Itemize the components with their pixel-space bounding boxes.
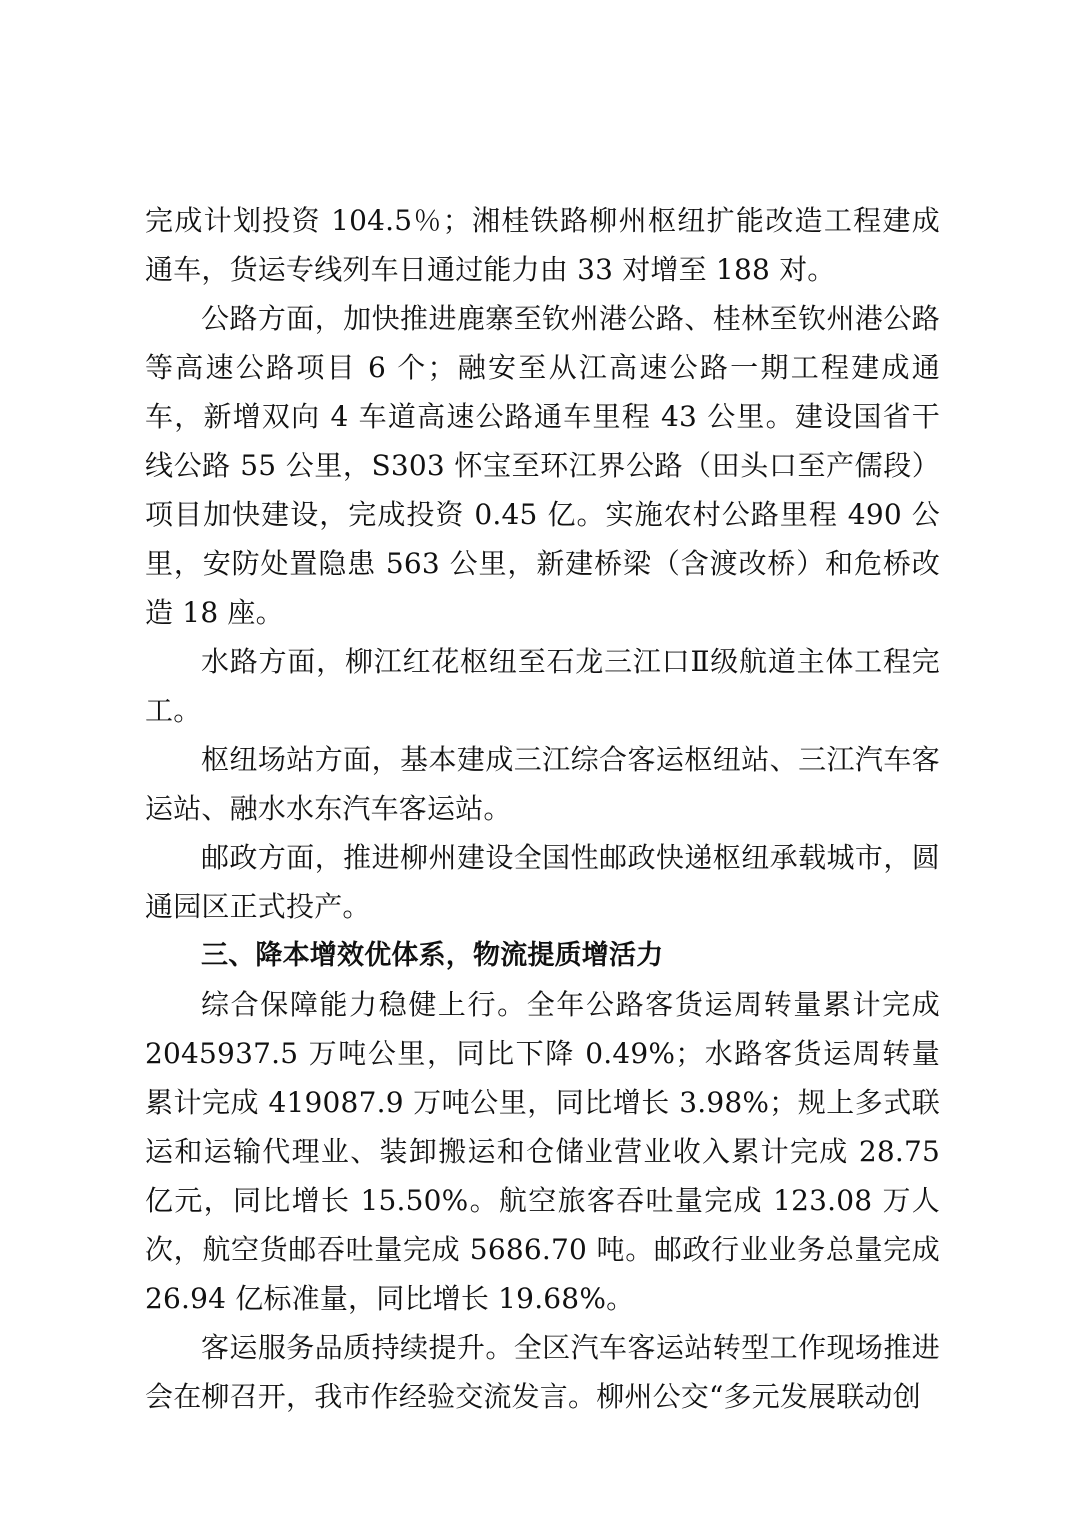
paragraph-waterways: 水路方面，柳江红花枢纽至石龙三江口Ⅱ级航道主体工程完工。 (145, 645, 940, 727)
paragraph-investment-continuation: 完成计划投资 104.5％；湘桂铁路柳州枢纽扩能改造工程建成通车，货运专线列车日通过能力由 33 对增至 188 对。 (145, 204, 940, 286)
paragraph-passenger-service: 客运服务品质持续提升。全区汽车客运站转型工作现场推进会在柳召开，我市作经验交流发言。柳州公交“多元发展联动创 (145, 1331, 940, 1413)
section-heading-3: 三、降本增效优体系，物流提质增活力 (201, 940, 664, 971)
paragraph-highways: 公路方面，加快推进鹿寨至钦州港公路、桂林至钦州港公路等高速公路项目 6 个；融安至从江高速公路一期工程建成通车，新增双向 4 车道高速公路通车里程 43 公里。建设国省干线公路 55 公里，S303 怀宝至环江界公路（田头口至产儒段）项目加快建设，完成投资 0.45 亿。实施农村公路里程 490 公里，安防处置隐患 563 公里，新建桥梁（含渡改桥）和危桥改造 18 座。 (145, 302, 940, 629)
paragraph-hub-stations: 枢纽场站方面，基本建成三江综合客运枢纽站、三江汽车客运站、融水水东汽车客运站。 (145, 743, 940, 825)
paragraph-postal: 邮政方面，推进柳州建设全国性邮政快递枢纽承载城市，圆通园区正式投产。 (145, 841, 940, 923)
document-body (145, 196, 940, 1421)
paragraph-transport-capacity: 综合保障能力稳健上行。全年公路客货运周转量累计完成 2045937.5 万吨公里，同比下降 0.49%；水路客货运周转量累计完成 419087.9 万吨公里，同比增长 3.98%；规上多式联运和运输代理业、装卸搬运和仓储业营业收入累计完成 28.75 亿元，同比增长 15.50%。航空旅客吞吐量完成 123.08 万人次，航空货邮吞吐量完成 5686.70 吨。邮政行业业务总量完成 26.94 亿标准量，同比增长 19.68%。 (145, 988, 940, 1315)
